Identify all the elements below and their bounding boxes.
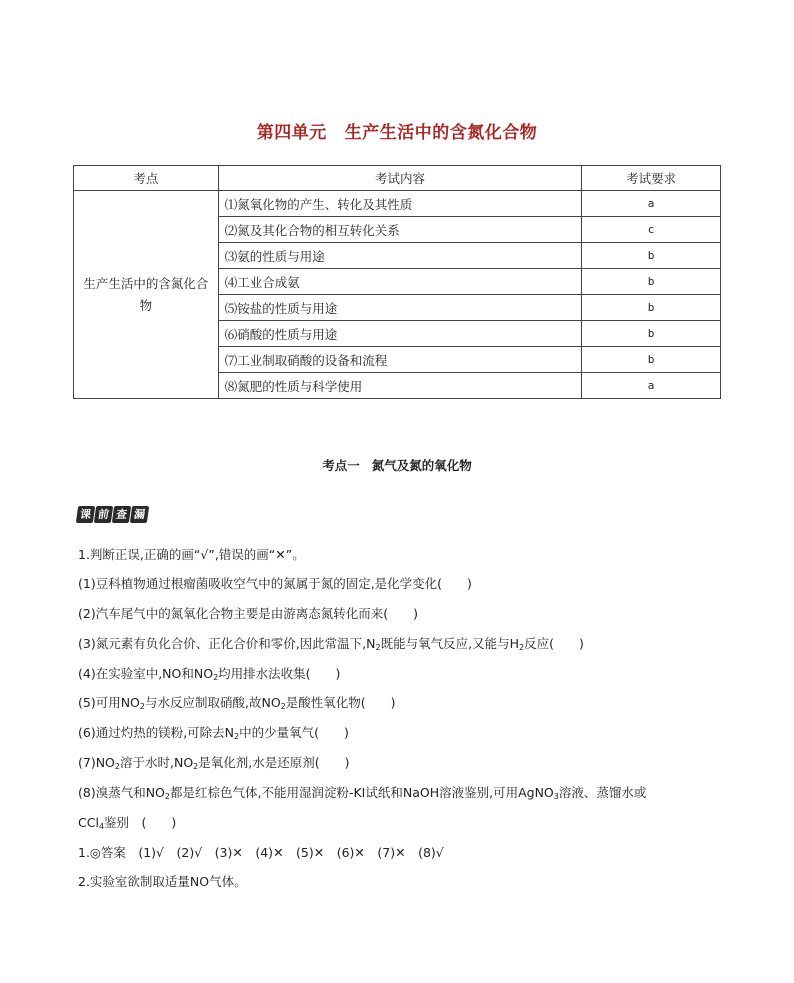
statement-8-text: 溶液、蒸馏水或: [558, 785, 647, 800]
level-cell: b: [582, 347, 721, 373]
header-content: 考试内容: [218, 166, 581, 191]
statement-8-text: 鉴别 ( ): [104, 815, 177, 830]
subscript: 3: [553, 792, 559, 801]
level-cell: c: [582, 217, 721, 243]
statement-8-text: CCl: [78, 815, 99, 830]
content-cell: ⑵氮及其化合物的相互转化关系: [218, 217, 581, 243]
statement-5: [78, 693, 396, 711]
statement-6-text: (6)通过灼热的镁粉,可除去N: [78, 725, 235, 740]
table-row: [74, 191, 721, 217]
exam-requirements-table: [73, 165, 721, 399]
subscript: 2: [280, 702, 286, 711]
statement-3-text: 反应( ): [524, 636, 584, 651]
level-cell: b: [582, 243, 721, 269]
badge-char: 查: [112, 506, 131, 523]
level-cell: a: [582, 191, 721, 217]
subscript: 4: [98, 822, 105, 831]
level-cell: b: [582, 295, 721, 321]
statement-3: [78, 634, 584, 652]
statement-5-text: 是酸性氧化物( ): [285, 695, 396, 710]
level-cell: b: [582, 269, 721, 295]
review-badge-icon: [77, 506, 148, 523]
statement-6-text: 中的少量氧气( ): [239, 725, 349, 740]
statement-8-text: (8)溴蒸气和NO: [78, 785, 165, 800]
statement-6: [78, 723, 349, 741]
statement-3-text: (3)氮元素有负化合价、正化合价和零价,因此常温下,N: [78, 636, 376, 651]
statement-7-text: 是氧化剂,水是还原剂( ): [198, 755, 350, 770]
level-cell: b: [582, 321, 721, 347]
subscript: 2: [375, 643, 381, 652]
unit-title-number: 第四单元: [256, 123, 327, 143]
subscript: 2: [213, 673, 219, 682]
answer-line: 1.◎答案 (1)√ (2)√ (3)✕ (4)✕ (5)✕ (6)✕ (7)✕ (8)√: [78, 845, 444, 860]
statement-5-text: 与水反应制取硝酸,故NO: [145, 695, 281, 710]
statement-8-continued: [78, 813, 176, 831]
subscript: 2: [164, 792, 170, 801]
content-cell: ⑹硝酸的性质与用途: [218, 321, 581, 347]
question-2-stem: 2.实验室欲制取适量NO气体。: [78, 874, 247, 889]
statement-8-text: 都是红棕色气体,不能用湿润淀粉-KI试纸和NaOH溶液鉴别,可用AgNO: [170, 785, 554, 800]
subscript: 2: [139, 702, 145, 711]
topic-line-1: 生产生活中的含氮化合: [83, 275, 209, 291]
statement-7-text: (7)NO: [78, 755, 115, 770]
statement-7: [78, 753, 350, 771]
statement-2: (2)汽车尾气中的氮氧化合物主要是由游离态氮转化而来( ): [78, 606, 418, 621]
statement-4-text: (4)在实验室中,NO和NO: [78, 666, 214, 681]
header-requirement: 考试要求: [582, 166, 721, 191]
section-topic: 氮气及氮的氧化物: [371, 458, 472, 473]
badge-char: 课: [76, 506, 95, 523]
subscript: 2: [234, 732, 240, 741]
statement-1: (1)豆科植物通过根瘤菌吸收空气中的氮属于氮的固定,是化学变化( ): [78, 576, 472, 591]
content-cell: ⑸铵盐的性质与用途: [218, 295, 581, 321]
table-header-row: [74, 166, 721, 191]
statement-7-text: 溶于水时,NO: [120, 755, 194, 770]
content-cell: ⑷工业合成氨: [218, 269, 581, 295]
statement-4: [78, 664, 340, 682]
content-cell: ⑺工业制取硝酸的设备和流程: [218, 347, 581, 373]
subscript: 2: [193, 762, 199, 771]
topic-cell: [74, 191, 219, 399]
subscript: 2: [114, 762, 120, 771]
content-cell: ⑻氮肥的性质与科学使用: [218, 373, 581, 399]
unit-title: [0, 118, 794, 143]
topic-line-2: 物: [139, 297, 153, 313]
statement-4-text: 均用排水法收集( ): [218, 666, 341, 681]
header-topic: 考点: [74, 166, 219, 191]
level-cell: a: [582, 373, 721, 399]
badge-char: 前: [94, 506, 113, 523]
statement-5-text: (5)可用NO: [78, 695, 140, 710]
content-cell: ⑶氨的性质与用途: [218, 243, 581, 269]
statement-3-text: 既能与氧气反应,又能与H: [380, 636, 519, 651]
subscript: 2: [518, 643, 525, 652]
content-cell: ⑴氮氧化物的产生、转化及其性质: [218, 191, 581, 217]
section-number: 考点一: [322, 458, 360, 473]
question-1-stem: 1.判断正误,正确的画“√”,错误的画“✕”。: [78, 547, 305, 562]
section-title: [0, 456, 794, 474]
unit-title-topic: 生产生活中的含氮化合物: [344, 123, 538, 143]
badge-char: 漏: [130, 506, 149, 523]
statement-8: [78, 783, 646, 801]
